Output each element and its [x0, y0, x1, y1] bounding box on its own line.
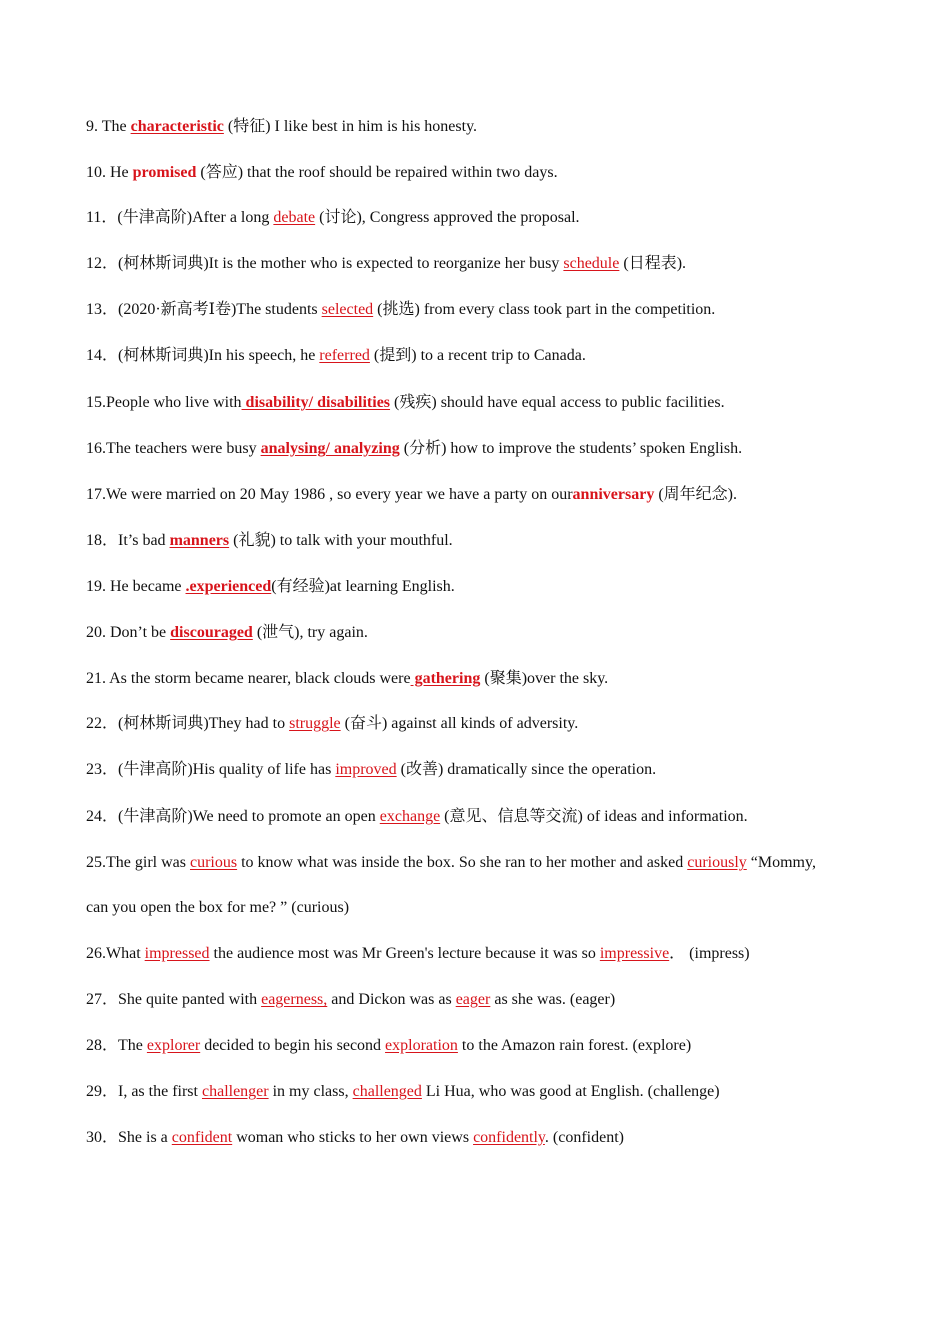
sentence-text: (分析) how to improve the students’ spoken English.: [399, 440, 743, 457]
sentence-text: 21. As the storm became nearer, black clouds were: [86, 670, 411, 687]
answer-word: confident: [171, 1129, 233, 1146]
answer-word: curious: [189, 854, 238, 871]
exercise-line: [86, 898, 349, 918]
exercise-line: [86, 990, 615, 1010]
exercise-line: [86, 254, 686, 274]
sentence-text: (提到) to a recent trip to Canada.: [369, 347, 586, 364]
answer-word: manners: [169, 532, 230, 549]
exercise-line: [86, 393, 725, 413]
answer-word: selected: [321, 301, 374, 318]
sentence-text: (周年纪念).: [654, 486, 737, 503]
sentence-text: can you open the box for me? ” (curious): [86, 899, 350, 916]
exercise-line: [86, 853, 816, 873]
sentence-text: and Dickon was as: [327, 991, 456, 1008]
sentence-text: Li Hua, who was good at English. (challenge): [421, 1083, 720, 1100]
sentence-text: 24．(牛津高阶)We need to promote an open: [86, 808, 380, 825]
sentence-text: ． (impress): [669, 945, 750, 962]
answer-word: characteristic: [130, 118, 224, 135]
answer-word: exploration: [385, 1037, 458, 1054]
sentence-text: 23．(牛津高阶)His quality of life has: [86, 761, 336, 778]
exercise-line: [86, 117, 477, 137]
sentence-text: 13．(2020·新高考Ⅰ卷)The students: [86, 301, 322, 318]
exercise-line: [86, 346, 586, 366]
sentence-text: (残疾) should have equal access to public facilities.: [390, 394, 725, 411]
exercise-line: [86, 577, 455, 597]
answer-word: gathering: [410, 670, 481, 687]
sentence-text: 25.The girl was: [86, 854, 190, 871]
sentence-text: (聚集)over the sky.: [480, 670, 609, 687]
exercise-line: [86, 623, 368, 643]
answer-word: promised: [132, 164, 201, 181]
sentence-text: (挑选) from every class took part in the competition.: [373, 301, 716, 318]
exercise-line: [86, 485, 737, 505]
exercise-line: [86, 439, 742, 459]
sentence-text: 18．It’s bad: [86, 532, 170, 549]
answer-word: referred: [319, 347, 370, 364]
answer-word: eager: [455, 991, 491, 1008]
sentence-text: 9. The: [86, 118, 131, 135]
sentence-text: 12．(柯林斯词典)It is the mother who is expected to reorganize her busy: [86, 255, 564, 272]
sentence-text: in my class,: [268, 1083, 353, 1100]
sentence-text: 11．(牛津高阶)After a long: [86, 209, 274, 226]
sentence-text: (奋斗) against all kinds of adversity.: [340, 715, 579, 732]
sentence-text: (改善) dramatically since the operation.: [396, 761, 657, 778]
exercise-line: [86, 208, 580, 228]
exercise-line: [86, 669, 608, 689]
answer-word: schedule: [563, 255, 620, 272]
sentence-text: 30．She is a: [86, 1129, 172, 1146]
answer-word: anniversary: [572, 486, 655, 503]
sentence-text: to the Amazon rain forest. (explore): [457, 1037, 692, 1054]
exercise-line: [86, 1036, 691, 1056]
sentence-text: 19. He became: [86, 578, 186, 595]
answer-word: eagerness,: [261, 991, 328, 1008]
answer-word: analysing/ analyzing: [260, 440, 400, 457]
sentence-text: to know what was inside the box. So she ran to her mother and asked: [237, 854, 688, 871]
answer-word: challenger: [201, 1083, 269, 1100]
exercise-line: [86, 1082, 720, 1102]
sentence-text: (意见、信息等交流) of ideas and information.: [440, 808, 748, 825]
exercise-line: [86, 807, 748, 827]
exercise-line: [86, 1128, 624, 1148]
sentence-text: 29．I, as the first: [86, 1083, 202, 1100]
sentence-text: 16.The teachers were busy: [86, 440, 261, 457]
sentence-text: “Mommy,: [746, 854, 816, 871]
sentence-text: . (confident): [544, 1129, 624, 1146]
answer-word: disability/ disabilities: [241, 394, 391, 411]
sentence-text: 14．(柯林斯词典)In his speech, he: [86, 347, 320, 364]
sentence-text: 20. Don’t be: [86, 624, 171, 641]
answer-word: impressed: [144, 945, 210, 962]
sentence-text: (特征) I like best in him is his honesty.: [223, 118, 478, 135]
exercise-line: [86, 163, 558, 183]
exercise-line: [86, 944, 750, 964]
sentence-text: (礼貌) to talk with your mouthful.: [229, 532, 453, 549]
exercise-line: [86, 531, 453, 551]
answer-word: impressive: [599, 945, 670, 962]
sentence-text: 10. He: [86, 164, 133, 181]
sentence-text: decided to begin his second: [200, 1037, 386, 1054]
exercise-line: [86, 300, 715, 320]
exercise-line: [86, 760, 656, 780]
sentence-text: 26.What: [86, 945, 145, 962]
answer-word: confidently: [473, 1129, 545, 1146]
sentence-text: woman who sticks to her own views: [232, 1129, 474, 1146]
answer-word: explorer: [146, 1037, 201, 1054]
sentence-text: as she was. (eager): [490, 991, 616, 1008]
answer-word: exchange: [379, 808, 441, 825]
sentence-text: 28．The: [86, 1037, 147, 1054]
sentence-text: (有经验)at learning English.: [271, 578, 455, 595]
sentence-text: 22．(柯林斯词典)They had to: [86, 715, 290, 732]
answer-word: challenged: [352, 1083, 422, 1100]
sentence-text: 27．She quite panted with: [86, 991, 262, 1008]
answer-word: struggle: [289, 715, 341, 732]
answer-word: curiously: [687, 854, 747, 871]
answer-word: debate: [273, 209, 316, 226]
sentence-text: 15.People who live with: [86, 394, 242, 411]
sentence-text: (日程表).: [619, 255, 687, 272]
answer-word: .experienced: [185, 578, 272, 595]
sentence-text: the audience most was Mr Green's lecture because it was so: [209, 945, 600, 962]
answer-word: discouraged: [170, 624, 253, 641]
answer-word: improved: [335, 761, 397, 778]
exercise-line: [86, 714, 578, 734]
sentence-text: (讨论), Congress approved the proposal.: [315, 209, 580, 226]
sentence-text: 17.We were married on 20 May 1986 , so every year we have a party on our: [86, 486, 573, 503]
sentence-text: (泄气), try again.: [252, 624, 368, 641]
sentence-text: (答应) that the roof should be repaired within two days.: [200, 164, 558, 181]
